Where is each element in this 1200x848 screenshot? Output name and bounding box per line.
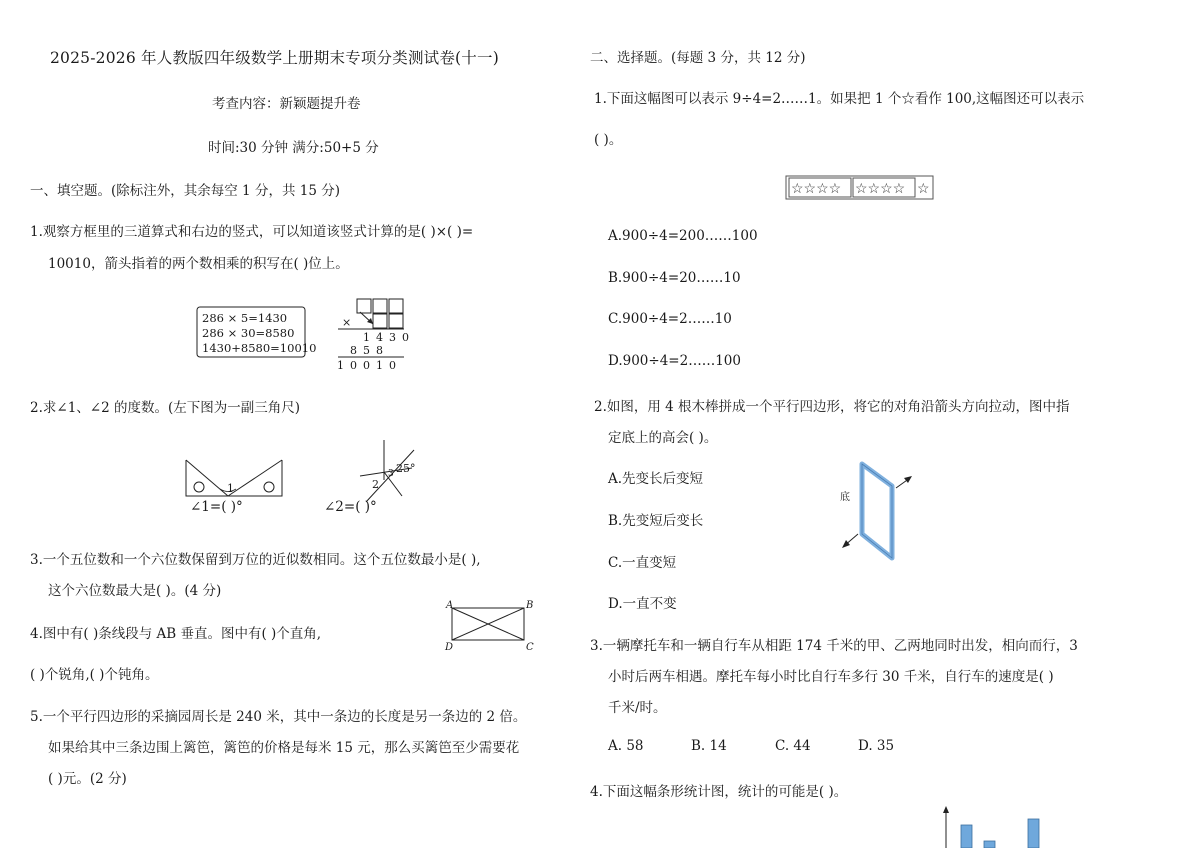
angle-degree-25: 25°	[396, 462, 416, 475]
s2-q1-line1: 1.下面这幅图可以表示 9÷4=2……1。如果把 1 个☆看作 100,这幅图还可以表示	[594, 91, 1085, 107]
s2-q1-option-a: A.900÷4=200……100	[608, 228, 758, 244]
ruler-right-hyp	[228, 460, 282, 496]
s1-q2-ans2: ∠2=( )°	[324, 499, 377, 515]
section1-heading: 一、填空题。(除标注外，其余每空 1 分，共 15 分)	[30, 183, 340, 199]
ruler-hole-right	[264, 482, 274, 492]
s2-q1-option-b: B.900÷4=20……10	[608, 270, 741, 286]
s1-q2-line1: 2.求∠1、∠2 的度数。(左下图为一副三角尺)	[30, 400, 301, 416]
parallelogram-rods	[862, 464, 892, 558]
s2-q2-option-c: C.一直变短	[608, 555, 677, 571]
s2-q2-parallelogram-figure	[830, 460, 920, 572]
s2-q3-option-a: A. 58	[608, 738, 644, 754]
blank-box-4	[373, 314, 387, 328]
s2-q2-line1: 2.如图，用 4 根木棒拼成一个平行四边形，将它的对角沿箭头方向拉动，图中指	[594, 399, 1070, 415]
chart-bar-2	[984, 841, 995, 848]
s2-q1-option-d: D.900÷4=2……100	[608, 353, 741, 369]
angle-label-2: 2	[372, 478, 379, 491]
box-eq-2: 286 × 30=8580	[202, 326, 295, 340]
label-b: B	[526, 600, 534, 611]
s2-q3-option-c: C. 44	[775, 738, 811, 754]
right-column	[590, 0, 1170, 848]
section2-heading: 二、选择题。(每题 3 分，共 12 分)	[590, 50, 806, 66]
s1-q4-line2: ( )个锐角,( )个钝角。	[30, 667, 159, 683]
row2-d1: 8	[350, 344, 357, 357]
blank-box-1	[357, 299, 371, 313]
star-group-1: ☆☆☆☆	[791, 181, 842, 197]
angle-label-3: 3	[388, 469, 394, 479]
label-d: D	[445, 642, 454, 653]
s1-q4-rectangle-figure	[440, 596, 540, 654]
arrow-lower-head	[842, 540, 850, 548]
row2-d3: 8	[376, 344, 383, 357]
s2-q3-line3: 千米/时。	[608, 700, 667, 716]
s1-q1-line2: 10010，箭头指着的两个数相乘的积写在( )位上。	[48, 256, 349, 272]
row1-d4: 0	[402, 331, 409, 344]
s2-q2-option-a: A.先变长后变短	[608, 471, 704, 487]
s2-q1-stars-figure	[785, 175, 935, 201]
chart-bar-1	[961, 825, 972, 848]
s2-q2-line2: 定底上的高会( )。	[608, 430, 718, 446]
row3-d5: 0	[389, 359, 396, 372]
angle-label-1: 1	[227, 482, 234, 495]
star-single: ☆	[917, 181, 930, 197]
row1-d1: 1	[363, 331, 370, 344]
s1-q2-ans1: ∠1=( )°	[190, 499, 243, 515]
row3-d2: 0	[350, 359, 357, 372]
s1-q3-line1: 3.一个五位数和一个六位数保留到万位的近似数相同。这个五位数最小是( ),	[30, 552, 481, 568]
s2-q3-option-d: D. 35	[858, 738, 895, 754]
s1-q5-line3: ( )元。(2 分)	[48, 771, 127, 787]
label-c: C	[526, 642, 534, 653]
chart-y-arrow	[943, 806, 949, 813]
s2-q1-option-c: C.900÷4=2……10	[608, 311, 732, 327]
base-label: 底	[840, 492, 850, 503]
s2-q1-line2: ( )。	[594, 132, 623, 148]
ruler-hole-left	[194, 482, 204, 492]
box-eq-1: 286 × 5=1430	[202, 311, 288, 325]
exam-content: 考查内容：新颖题提升卷	[212, 96, 361, 112]
row3-d1: 1	[337, 359, 344, 372]
box-eq-3: 1430+8580=10010	[202, 341, 317, 355]
s1-q1-line1: 1.观察方框里的三道算式和右边的竖式，可以知道该竖式计算的是( )×( )=	[30, 224, 474, 240]
label-a: A	[446, 600, 454, 611]
row3-d4: 1	[376, 359, 383, 372]
s2-q2-option-b: B.先变短后变长	[608, 513, 704, 529]
left-column	[30, 0, 582, 848]
s2-q3-option-b: B. 14	[691, 738, 727, 754]
ruler-frame	[186, 460, 282, 496]
ruler-left-hyp	[186, 460, 228, 496]
times-sign: ×	[342, 316, 352, 329]
s1-q3-line2: 这个六位数最大是( )。(4 分)	[48, 583, 222, 599]
blank-box-5	[389, 314, 403, 328]
s1-q4-line1: 4.图中有( )条线段与 AB 垂直。图中有( )个直角,	[30, 626, 322, 642]
s1-q1-figure	[190, 294, 430, 374]
exam-title: 2025-2026 年人教版四年级数学上册期末专项分类测试卷(十一)	[50, 49, 499, 67]
blank-box-3	[389, 299, 403, 313]
exam-time-score: 时间:30 分钟 满分:50+5 分	[208, 140, 379, 156]
blank-box-2	[373, 299, 387, 313]
s1-q5-line1: 5.一个平行四边形的采摘园周长是 240 米，其中一条边的长度是另一条边的 2 倍。	[30, 709, 527, 725]
s2-q3-line1: 3.一辆摩托车和一辆自行车从相距 174 千米的甲、乙两地同时出发，相向而行，3	[590, 638, 1078, 654]
s2-q4-line1: 4.下面这幅条形统计图，统计的可能是( )。	[590, 784, 848, 800]
row1-d2: 4	[376, 331, 383, 344]
s1-q5-line2: 如果给其中三条边围上篱笆，篱笆的价格是每米 15 元，那么买篱笆至少需要花	[48, 740, 520, 756]
s2-q3-line2: 小时后两车相遇。摩托车每小时比自行车多行 30 千米，自行车的速度是( )	[608, 669, 1054, 685]
row2-d2: 5	[363, 344, 370, 357]
row1-d3: 3	[389, 331, 396, 344]
star-group-2: ☆☆☆☆	[855, 181, 906, 197]
row3-d3: 0	[363, 359, 370, 372]
chart-bar-3	[1028, 819, 1039, 848]
s2-q2-option-d: D.一直不变	[608, 596, 677, 612]
s2-q4-bar-chart-partial	[942, 806, 1042, 848]
